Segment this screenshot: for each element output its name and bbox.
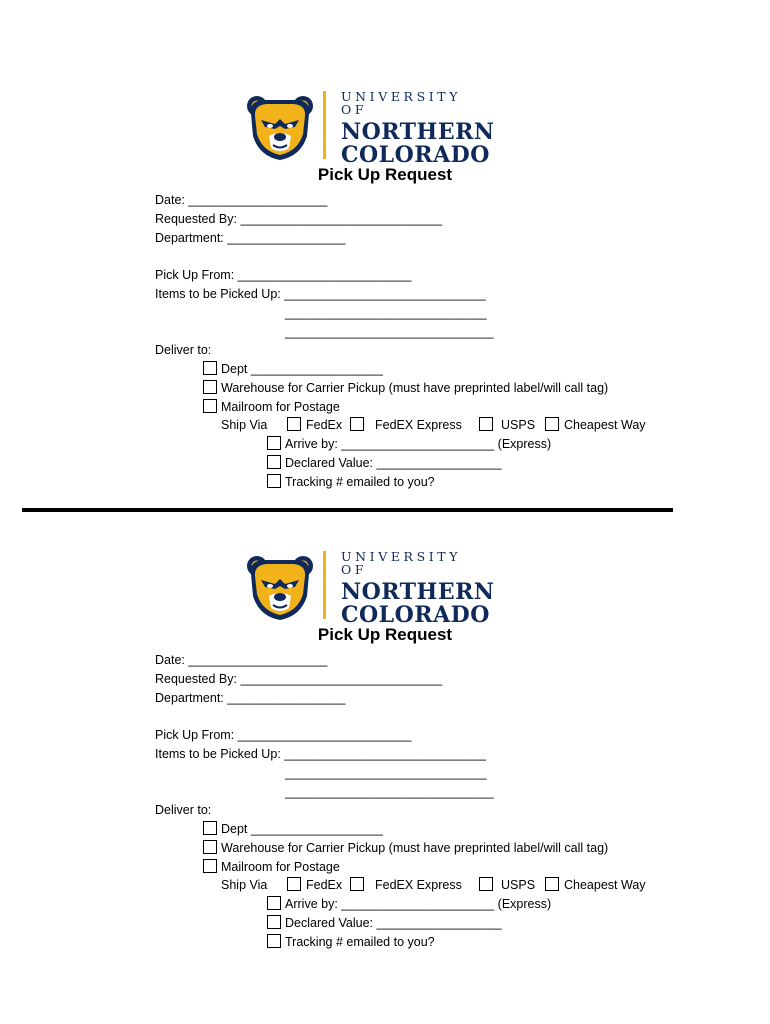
items-to-be-picked-up-field[interactable]: Items to be Picked Up: _____________________________ [155, 747, 486, 761]
mailroom-checkbox[interactable] [203, 859, 217, 873]
logo-line-northern: NORTHERN [341, 119, 495, 145]
fedex-express-checkbox[interactable] [350, 877, 364, 891]
arrive-by-checkbox[interactable] [267, 896, 281, 910]
logo-line-colorado: COLORADO [341, 602, 490, 628]
ship-via-label: Ship Via [221, 418, 268, 432]
warehouse-label: Warehouse for Carrier Pickup (must have preprinted label/will call tag) [221, 381, 609, 395]
ship-via-label: Ship Via [221, 878, 268, 892]
fedex-checkbox[interactable] [287, 417, 301, 431]
logo-line-northern: NORTHERN [341, 579, 495, 605]
deliver-to-label: Deliver to: [155, 803, 212, 817]
pick-up-request-form-top [0, 0, 770, 470]
declared-value-field[interactable]: Declared Value: __________________ [285, 456, 502, 470]
fedex-label: FedEx [306, 878, 343, 892]
usps-checkbox[interactable] [479, 877, 493, 891]
requested-by-field[interactable]: Requested By: _____________________________ [155, 672, 443, 686]
tracking-label: Tracking # emailed to you? [285, 935, 435, 949]
tracking-label: Tracking # emailed to you? [285, 475, 435, 489]
pick-up-from-field[interactable]: Pick Up From: _________________________ [155, 728, 412, 742]
requested-by-field[interactable]: Requested By: _____________________________ [155, 212, 443, 226]
items-to-be-picked-up-field[interactable]: Items to be Picked Up: _____________________________ [155, 287, 486, 301]
logo-wordmark [341, 91, 495, 166]
dept-label: Dept ___________________ [221, 822, 383, 836]
logo-line-university-of: UNIVERSITY OF [341, 89, 462, 117]
fedex-label: FedEx [306, 418, 343, 432]
form-title: Pick Up Request [317, 625, 453, 644]
declared-value-checkbox[interactable] [267, 915, 281, 929]
unc-logo [245, 88, 495, 168]
date-field[interactable]: Date: ____________________ [155, 193, 328, 207]
mailroom-label: Mailroom for Postage [221, 860, 340, 874]
logo-wordmark [341, 551, 495, 626]
fedex-express-checkbox[interactable] [350, 417, 364, 431]
fedex-checkbox[interactable] [287, 877, 301, 891]
dept-label: Dept ___________________ [221, 362, 383, 376]
cheapest-way-checkbox[interactable] [545, 877, 559, 891]
pick-up-request-form-bottom [0, 460, 770, 949]
deliver-to-label: Deliver to: [155, 343, 212, 357]
usps-label: USPS [501, 418, 536, 432]
form-title: Pick Up Request [317, 165, 453, 184]
fedex-express-label: FedEX Express [375, 418, 462, 432]
fedex-express-label: FedEX Express [375, 878, 462, 892]
dept-checkbox[interactable] [203, 821, 217, 835]
cheapest-way-label: Cheapest Way [564, 878, 646, 892]
warehouse-label: Warehouse for Carrier Pickup (must have preprinted label/will call tag) [221, 841, 609, 855]
logo-line-university-of: UNIVERSITY OF [341, 549, 462, 577]
pick-up-from-field[interactable]: Pick Up From: _________________________ [155, 268, 412, 282]
items-line-3[interactable]: ______________________________ [285, 325, 494, 339]
declared-value-field[interactable]: Declared Value: __________________ [285, 916, 502, 930]
items-line-2[interactable]: _____________________________ [285, 306, 487, 320]
items-line-2[interactable]: _____________________________ [285, 766, 487, 780]
usps-checkbox[interactable] [479, 417, 493, 431]
arrive-by-field[interactable]: Arrive by: ______________________ (Express) [285, 897, 552, 911]
arrive-by-field[interactable]: Arrive by: ______________________ (Express) [285, 437, 552, 451]
warehouse-checkbox[interactable] [203, 380, 217, 394]
bear-logo-icon [245, 92, 315, 162]
logo-line-colorado: COLORADO [341, 142, 490, 168]
items-line-3[interactable]: ______________________________ [285, 785, 494, 799]
mailroom-checkbox[interactable] [203, 399, 217, 413]
warehouse-checkbox[interactable] [203, 840, 217, 854]
arrive-by-checkbox[interactable] [267, 436, 281, 450]
cheapest-way-checkbox[interactable] [545, 417, 559, 431]
usps-label: USPS [501, 878, 536, 892]
logo-divider [323, 91, 326, 159]
cheapest-way-label: Cheapest Way [564, 418, 646, 432]
department-field[interactable]: Department: _________________ [155, 231, 346, 245]
unc-logo [245, 548, 495, 628]
dept-checkbox[interactable] [203, 361, 217, 375]
department-field[interactable]: Department: _________________ [155, 691, 346, 705]
mailroom-label: Mailroom for Postage [221, 400, 340, 414]
tracking-checkbox[interactable] [267, 934, 281, 948]
date-field[interactable]: Date: ____________________ [155, 653, 328, 667]
logo-divider [323, 551, 326, 619]
bear-logo-icon [245, 552, 315, 622]
